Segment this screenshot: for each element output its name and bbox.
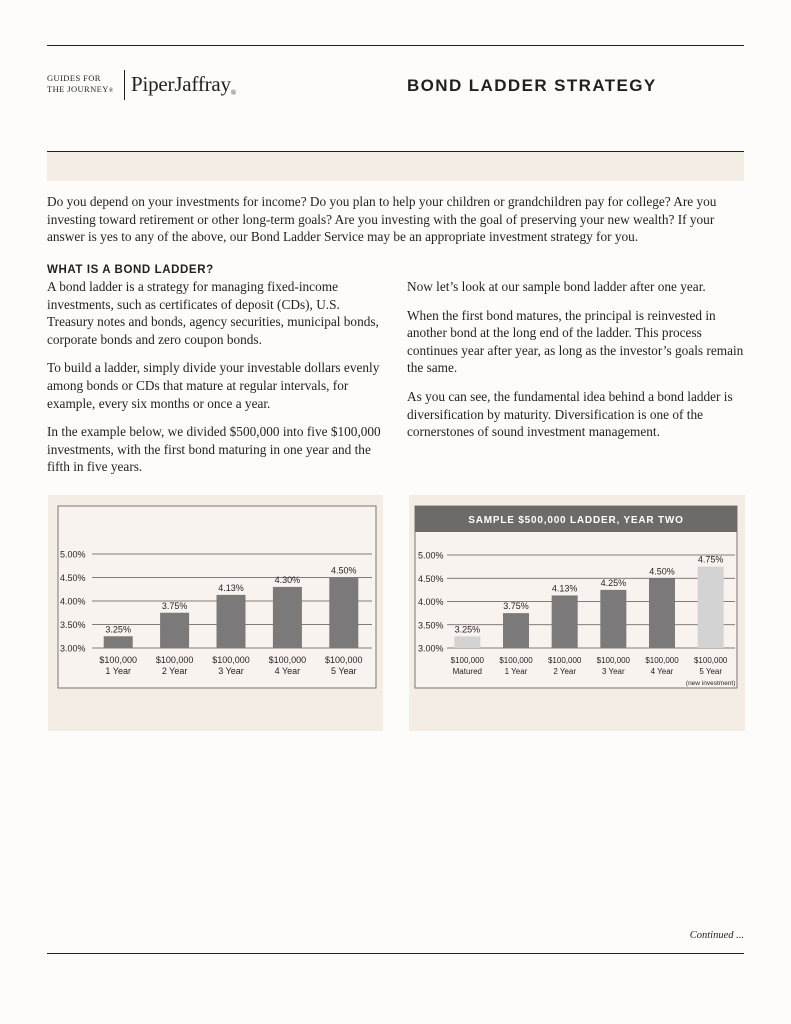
y-tick-label: 4.00% bbox=[418, 597, 444, 607]
x-category-label: $100,000 bbox=[155, 655, 194, 665]
y-tick-label: 3.00% bbox=[418, 643, 444, 654]
right-column bbox=[407, 278, 747, 452]
x-category-label: $100,000 bbox=[99, 655, 137, 665]
x-category-label: 2 Year bbox=[553, 667, 577, 676]
right-paragraph-1: Now let’s look at our sample bond ladder after one year. bbox=[407, 279, 706, 294]
bar-value-label: 4.25% bbox=[600, 577, 627, 588]
x-category-label: 2 Year bbox=[161, 666, 188, 676]
left-paragraph-1: A bond ladder is a strategy for managing fixed-income investments, such as certificates of deposit (CDs), U.S. Treasury notes and bonds, agency securities, municipal bonds, corporate bonds and zero coupon bonds. bbox=[47, 279, 379, 347]
x-category-label: 5 Year bbox=[331, 666, 357, 676]
bar-value-label: 3.75% bbox=[161, 600, 188, 611]
y-tick-label: 3.50% bbox=[60, 620, 86, 630]
bar bbox=[217, 595, 246, 648]
y-tick-label: 3.00% bbox=[60, 643, 86, 654]
chart-panel-year-one bbox=[48, 495, 383, 731]
chart-panel-year-two bbox=[409, 495, 745, 731]
logo-separator bbox=[124, 70, 125, 100]
left-column bbox=[47, 263, 382, 487]
bar bbox=[600, 590, 626, 648]
bar bbox=[552, 595, 578, 648]
bar bbox=[649, 578, 675, 648]
continued-note: Continued ... bbox=[689, 930, 744, 941]
x-category-label: $100,000 bbox=[325, 655, 363, 665]
y-tick-label: 3.50% bbox=[418, 620, 444, 631]
x-category-label: $100,000 bbox=[547, 656, 582, 665]
bar-value-label: 3.75% bbox=[503, 601, 529, 612]
y-tick-label: 4.50% bbox=[60, 573, 86, 583]
x-category-label: 4 Year bbox=[650, 667, 674, 676]
logo-guides-line1: GUIDES FOR bbox=[47, 73, 101, 83]
bottom-rule bbox=[47, 953, 744, 954]
document-title: BOND LADDER STRATEGY bbox=[407, 76, 657, 95]
bar bbox=[329, 578, 358, 649]
y-tick-label: 5.00% bbox=[60, 549, 86, 560]
x-category-label: 1 Year bbox=[105, 666, 131, 676]
left-paragraph-3: In the example below, we divided $500,000 into five $100,000 investments, with the first bond maturing in one year and the fifth in five years. bbox=[47, 424, 381, 475]
bar-value-label: 4.50% bbox=[649, 566, 675, 577]
logo-brand: PiperJaffray bbox=[131, 72, 231, 96]
x-category-label: $100,000 bbox=[645, 656, 679, 665]
left-paragraph-2: To build a ladder, simply divide your investable dollars evenly among bonds or CDs that mature at regular intervals, for example, every six months or once a year. bbox=[47, 360, 380, 411]
x-category-label: Matured bbox=[452, 667, 483, 676]
bar-value-label: 3.25% bbox=[454, 624, 481, 635]
bar-value-label: 4.30% bbox=[274, 574, 301, 585]
header-band bbox=[47, 151, 744, 181]
bar bbox=[273, 587, 302, 648]
bar-value-label: 4.75% bbox=[697, 554, 724, 565]
bar bbox=[503, 613, 529, 648]
chart-year-one bbox=[48, 495, 383, 731]
x-category-label: 3 Year bbox=[601, 667, 625, 676]
x-category-label: 3 Year bbox=[218, 666, 244, 676]
y-tick-label: 4.50% bbox=[418, 573, 444, 584]
x-category-label: 1 Year bbox=[504, 667, 528, 676]
bar-value-label: 3.25% bbox=[105, 624, 131, 635]
right-paragraph-3: As you can see, the fundamental idea behind a bond ladder is diversification by maturity. Diversification is one of the cornerstones of sound investment management. bbox=[407, 388, 733, 440]
x-category-label: $100,000 bbox=[596, 656, 631, 665]
y-tick-label: 4.00% bbox=[60, 596, 86, 607]
logo-guides-for-the-journey bbox=[47, 73, 119, 97]
bar bbox=[160, 613, 189, 648]
chart-title: SAMPLE $500,000 LADDER, YEAR TWO bbox=[468, 515, 684, 526]
bar bbox=[104, 636, 133, 648]
right-paragraph-2: When the first bond matures, the principal is reinvested in another bond at the long end of the ladder. This process continues year after year, as long as the investor’s goals remain the same. bbox=[407, 307, 744, 376]
logo-guides-line2: THE JOURNEY bbox=[47, 84, 109, 94]
logo-guides-line2-wrap bbox=[47, 84, 119, 97]
x-category-label: $100,000 bbox=[450, 656, 485, 665]
logo-brand-mark: ® bbox=[230, 89, 236, 97]
intro-paragraph: Do you depend on your investments for income? Do you plan to help your children or grandchildren pay for college? Are you investing toward retirement or other long-term goals? Are you investing with the goal of preserving your new wealth? If your answer is yes to any of the above, our Bond Ladder Service may be an appropriate investment strategy for you. bbox=[47, 194, 717, 245]
logo-guides-mark: ® bbox=[108, 88, 114, 94]
piper-jaffray-logo bbox=[131, 72, 236, 97]
x-category-label: $100,000 bbox=[268, 655, 307, 665]
bar bbox=[454, 636, 480, 648]
x-category-label: $100,000 bbox=[499, 656, 533, 665]
x-category-label: 4 Year bbox=[274, 666, 301, 676]
bar-value-label: 4.13% bbox=[218, 582, 244, 593]
chart-year-two bbox=[409, 495, 745, 731]
bar-value-label: 4.13% bbox=[551, 583, 578, 594]
bar-value-label: 4.50% bbox=[331, 565, 357, 576]
x-category-label: $100,000 bbox=[212, 655, 250, 665]
section-heading: WHAT IS A BOND LADDER? bbox=[47, 264, 214, 276]
x-category-label: (new investment) bbox=[685, 680, 736, 687]
x-category-label: $100,000 bbox=[693, 656, 728, 665]
y-tick-label: 5.00% bbox=[418, 550, 444, 561]
x-category-label: 5 Year bbox=[699, 667, 723, 676]
top-rule bbox=[47, 45, 744, 46]
bar bbox=[698, 567, 724, 648]
